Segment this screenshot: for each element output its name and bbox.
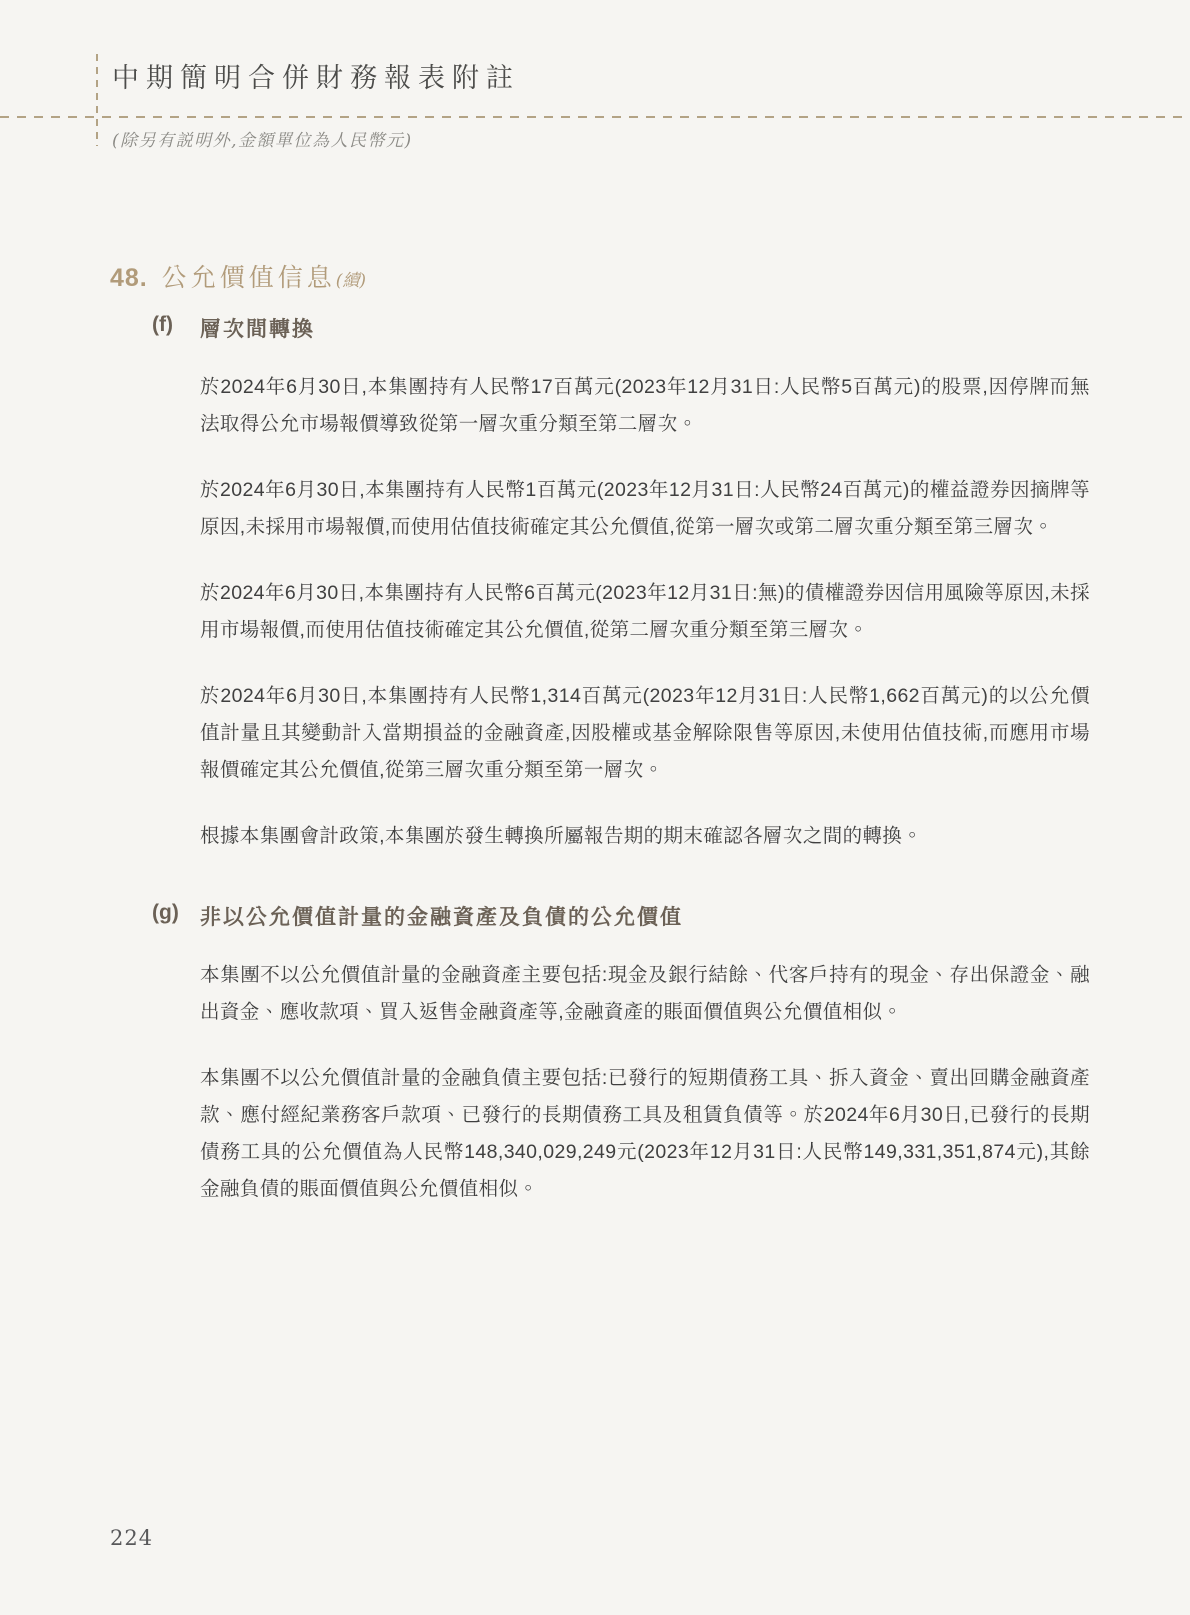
paragraph: 根據本集團會計政策,本集團於發生轉換所屬報告期的期末確認各層次之間的轉換。 [200, 824, 923, 847]
subsection-f [110, 313, 1090, 855]
paragraph: 於2024年6月30日,本集團持有人民幣1,314百萬元(2023年12月31日:人民幣1,662百萬元)的以公允價值計量且其變動計入當期損益的金融資產,因股權或基金解除限售等原因,未使用估值技術,而應用市場報價確定其公允價值,從第三層次重分類至第一層次。 [200, 684, 1090, 781]
subsection-g-heading [152, 900, 1090, 931]
paragraph: 本集團不以公允價值計量的金融負債主要包括:已發行的短期債務工具、拆入資金、賣出回購金融資產款、應付經紀業務客戶款項、已發行的長期債務工具及租賃負債等。於2024年6月30日,已發行的長期債務工具的公允價值為人民幣148,340,029,249元(2023年12月31日:人民幣149,331,351,874元),其餘金融負債的賬面價值與公允價值相似。 [200, 1066, 1090, 1200]
section-continued-suffix: (續) [335, 271, 367, 291]
header-subtitle: (除另有説明外,金額單位為人民幣元) [112, 131, 413, 151]
subsection-f-heading [152, 312, 1090, 343]
subsection-f-title: 層次間轉換 [200, 317, 315, 341]
page-title: 中期簡明合併財務報表附註 [112, 63, 520, 94]
section-title: 公允價值信息 [161, 264, 336, 292]
subsection-g [110, 901, 1090, 1208]
subsection-g-title: 非以公允價值計量的金融資產及負債的公允價值 [200, 905, 683, 929]
note-content [110, 262, 1090, 1237]
report-header [0, 0, 1190, 160]
horizontal-dashed-line [0, 116, 1190, 118]
paragraph: 於2024年6月30日,本集團持有人民幣17百萬元(2023年12月31日:人民幣5百萬元)的股票,因停牌而無法取得公允市場報價導致從第一層次重分類至第二層次。 [200, 375, 1090, 435]
page-number: 224 [110, 1526, 154, 1550]
section-number: 48. [110, 264, 148, 292]
subsection-g-label: (g) [152, 900, 179, 924]
paragraph: 本集團不以公允價值計量的金融資產主要包括:現金及銀行結餘、代客戶持有的現金、存出保證金、融出資金、應收款項、買入返售金融資產等,金融資產的賬面價值與公允價值相似。 [200, 963, 1090, 1023]
paragraph: 於2024年6月30日,本集團持有人民幣1百萬元(2023年12月31日:人民幣24百萬元)的權益證券因摘牌等原因,未採用市場報價,而使用估值技術確定其公允價值,從第一層次或第二層次重分類至第三層次。 [200, 478, 1090, 538]
vertical-dashed-line [96, 54, 98, 146]
subsection-f-label: (f) [152, 312, 173, 336]
paragraph: 於2024年6月30日,本集團持有人民幣6百萬元(2023年12月31日:無)的債權證券因信用風險等原因,未採用市場報價,而使用估值技術確定其公允價值,從第二層次重分類至第三層次。 [200, 581, 1090, 641]
section-heading-48 [110, 262, 1090, 295]
